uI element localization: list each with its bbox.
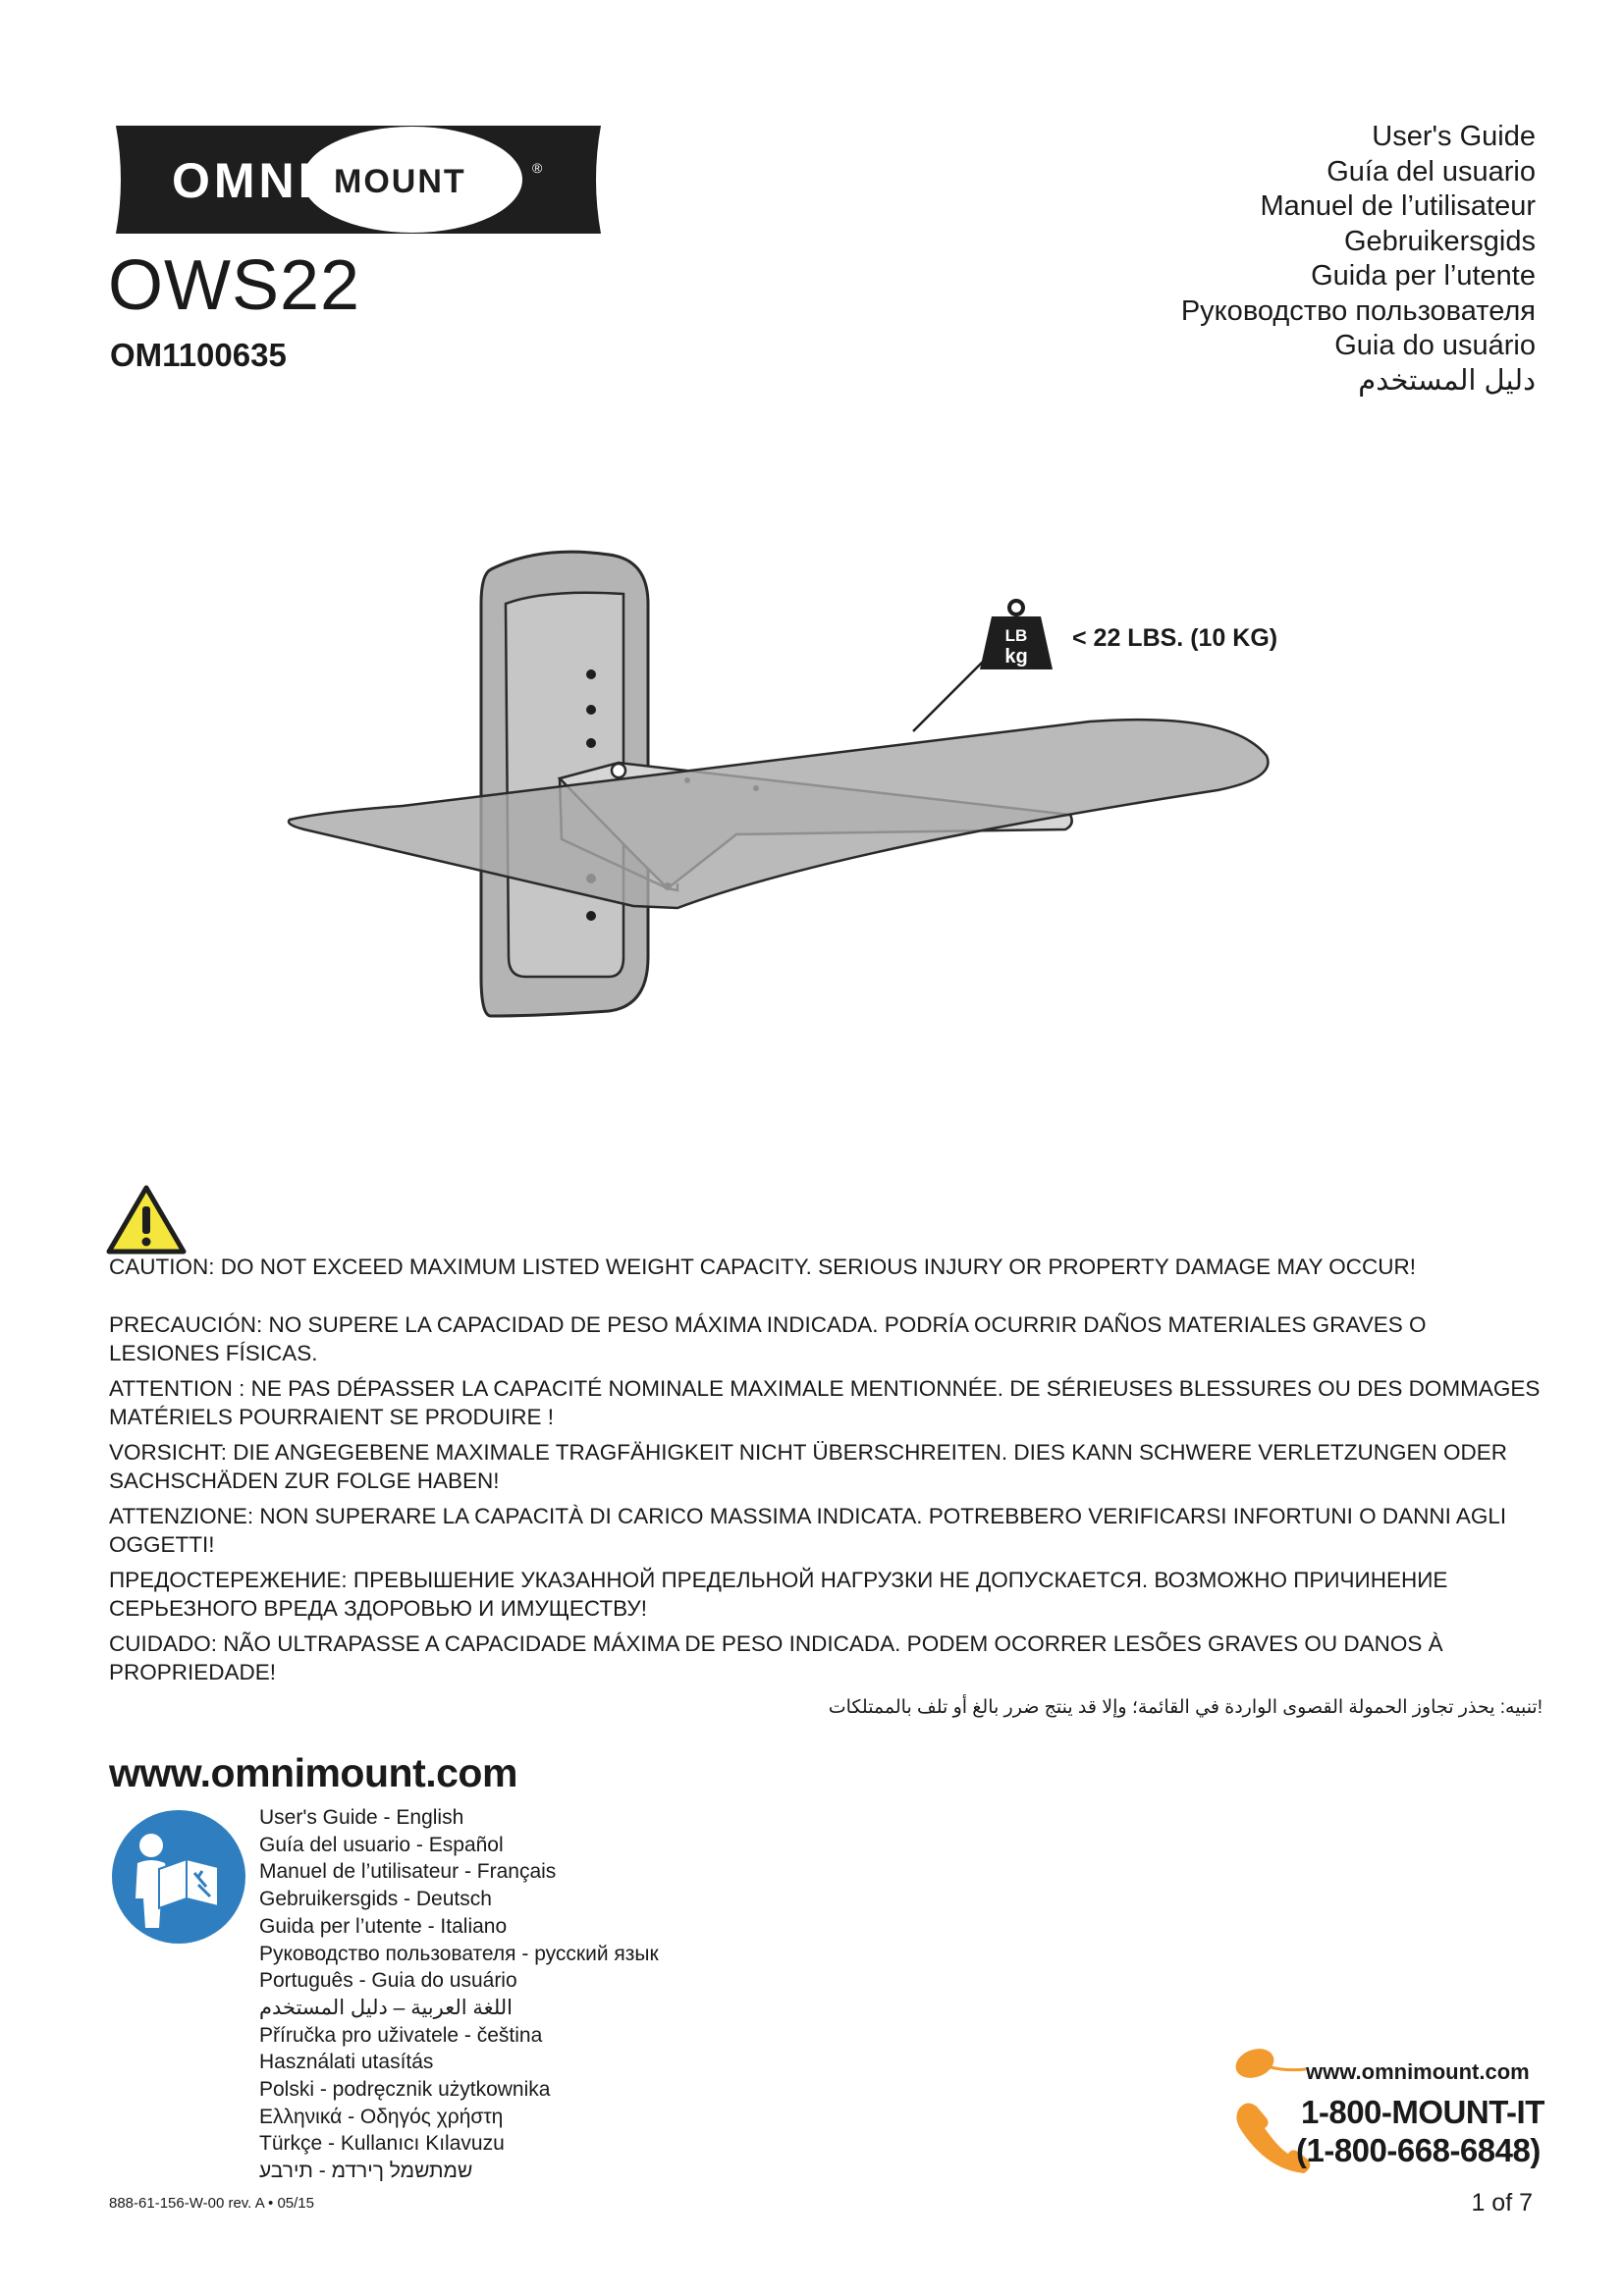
caution-french: ATTENTION : NE PAS DÉPASSER LA CAPACITÉ NOMINALE MAXIMALE MENTIONNÉE. DE SÉRIEUSES BLESSURES OU DES DOMMAGES MATÉRIELS POURRAIENT SE PRODUIRE ! [109, 1375, 1541, 1429]
weight-icon-lb: LB [1004, 626, 1028, 645]
logo-text-right: MOUNT [334, 163, 466, 200]
guide-titles [1181, 120, 1536, 399]
guide-title: Guia do usuário [1334, 330, 1536, 361]
language-item: Ελληνικά - Οδηγός χρήστη [259, 2105, 504, 2128]
language-item: Guía del usuario - Español [259, 1833, 504, 1856]
language-item: Příručka pro uživatele - čeština [259, 2023, 543, 2047]
language-item: اللغة العربية – دليل المستخدم [259, 1996, 513, 2019]
weight-icon [980, 601, 1053, 669]
language-item: שמתשמל ךירדמ - תירבע [259, 2160, 473, 2183]
contact-url[interactable]: www.omnimount.com [1306, 2059, 1530, 2084]
guide-title: Guida per l’utente [1311, 260, 1536, 292]
guide-title: User's Guide [1372, 121, 1536, 152]
website-link[interactable]: www.omnimount.com [109, 1750, 517, 1795]
glass-shelf [289, 720, 1268, 908]
language-item: Türkçe - Kullanıcı Kılavuzu [259, 2132, 505, 2156]
document-number: 888-61-156-W-00 rev. A • 05/15 [109, 2195, 314, 2212]
phone-number-mnemonic[interactable]: 1-800-MOUNT-IT [1301, 2094, 1544, 2130]
model-name: OWS22 [108, 246, 361, 325]
caution-german: VORSICHT: DIE ANGEGEBENE MAXIMALE TRAGFÄHIGKEIT NICHT ÜBERSCHREITEN. DIES KANN SCHWERE VERLETZUNGEN ODER SACHSCHÄDEN ZUR FOLGE HABEN! [109, 1439, 1507, 1493]
language-item: Руководство пользователя - русский язык [259, 1942, 659, 1965]
guide-title: دليل المستخدم [1358, 364, 1536, 397]
mouse-icon [1231, 2044, 1306, 2083]
caution-warnings [109, 1253, 1543, 1728]
page-number: 1 of 7 [1471, 2189, 1533, 2216]
logo-text-left: OMNI [172, 153, 316, 208]
warning-icon [106, 1185, 187, 1255]
caution-english: CAUTION: DO NOT EXCEED MAXIMUM LISTED WEIGHT CAPACITY. SERIOUS INJURY OR PROPERTY DAMAGE MAY OCCUR! [109, 1255, 1417, 1279]
caution-italian: ATTENZIONE: NON SUPERARE LA CAPACITÀ DI CARICO MASSIMA INDICATA. POTREBBERO VERIFICARSI INFORTUNI O DANNI AGLI OGGETTI! [109, 1503, 1507, 1557]
caution-spanish: PRECAUCIÓN: NO SUPERE LA CAPACIDAD DE PESO MÁXIMA INDICADA. PODRÍA OCURRIR DAÑOS MATERIALES GRAVES O LESIONES FÍSICAS. [109, 1311, 1427, 1365]
guide-title: Guía del usuario [1326, 155, 1536, 187]
guide-title: Manuel de l’utilisateur [1260, 190, 1536, 222]
guide-title: Gebruikersgids [1343, 225, 1536, 257]
omnimount-logo [108, 126, 609, 234]
weight-leader-line [913, 661, 984, 731]
caution-russian: ПРЕДОСТЕРЕЖЕНИЕ: ПРЕВЫШЕНИЕ УКАЗАННОЙ ПРЕДЕЛЬНОЙ НАГРУЗКИ НЕ ДОПУСКАЕТСЯ. ВОЗМОЖНО ПРИЧИНЕНИЕ СЕРЬЕЗНОГО ВРЕДА ЗДОРОВЬЮ И ИМУЩЕСТВУ! [109, 1567, 1448, 1621]
phone-number-numeric[interactable]: (1-800-668-6848) [1296, 2132, 1541, 2168]
weight-icon-kg: kg [1004, 646, 1028, 667]
registered-mark: ® [532, 160, 543, 176]
part-number: OM1100635 [110, 337, 287, 373]
language-item: Português - Guia do usuário [259, 1969, 517, 1993]
caution-portuguese: CUIDADO: NÃO ULTRAPASSE A CAPACIDADE MÁXIMA DE PESO INDICADA. PODEM OCORRER LESÕES GRAVES OU DANOS À PROPRIEDADE! [109, 1630, 1443, 1684]
weight-limit-label: < 22 LBS. (10 KG) [1072, 624, 1278, 652]
language-item: User's Guide - English [259, 1806, 464, 1829]
language-item: Manuel de l’utilisateur - Français [259, 1860, 557, 1884]
shelf-illustration [285, 545, 1286, 1036]
read-manual-icon [110, 1808, 247, 1946]
language-item: Gebruikersgids - Deutsch [259, 1888, 492, 1911]
caution-arabic: !تنبيه: يحذر تجاوز الحمولة القصوى الواردة في القائمة؛ وإلا قد ينتج ضرر بالغ أو تلف بالممتلكات [828, 1696, 1543, 1718]
language-item: Guida per l’utente - Italiano [259, 1914, 508, 1938]
language-item: Használati utasítás [259, 2051, 434, 2074]
language-item: Polski - podręcznik użytkownika [259, 2078, 551, 2102]
guide-title: Руководство пользователя [1180, 294, 1536, 327]
language-list [259, 1804, 659, 2185]
